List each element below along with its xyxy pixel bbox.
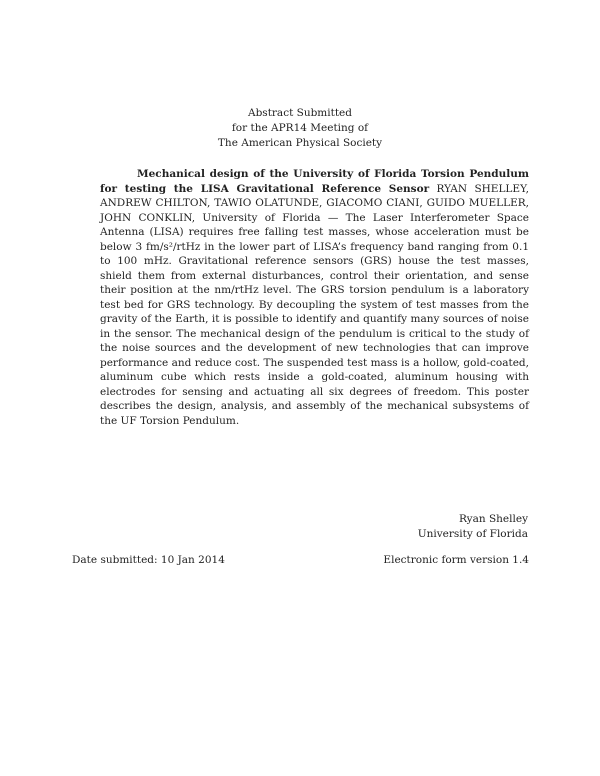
header-line-meeting: for the APR14 Meeting of (231, 122, 369, 134)
abstract-authors: RYAN SHELLEY, ANDREW CHILTON, TAWIO OLATUNDE, GIACOMO CIANI, GUIDO MUELLER, JOHN CONKLIN, University of Florida (100, 182, 529, 224)
signature-affiliation: University of Florida (417, 528, 528, 540)
signature-block (418, 512, 528, 542)
signature-name: Ryan Shelley (458, 513, 528, 525)
abstract-body: The Laser Interferometer Space Antenna (LISA) requires free falling test masses, whose acceleration must be below 3 fm/s²/rtHz in the lower part of LISA’s frequency band ranging from 0.1 to 100 mHz. Gravitational reference sensors (GRS) house the test masses, shield them from external disturbances, control their orientation, and sense their position at the nm/rtHz level. The GRS torsion pendulum is a laboratory test bed for GRS technology. By decoupling the system of test masses from the gravity of the Earth, it is possible to identify and quantify many sources of noise in the sensor. The mechanical design of the pendulum is critical to the study of the noise sources and the development of new technologies that can improve performance and reduce cost. The suspended test mass is a hollow, gold-coated, aluminum cube which rests inside a gold-coated, aluminum housing with electrodes for sensing and actuating all six degrees of freedom. This poster describes the design, analysis, and assembly of the mechanical subsystems of the UF Torsion Pendulum. (100, 211, 530, 427)
submission-header (0, 106, 600, 151)
header-line-society: The American Physical Society (217, 137, 383, 149)
date-submitted: Date submitted: 10 Jan 2014 (72, 554, 225, 566)
header-line-abstract-submitted: Abstract Submitted (248, 107, 352, 119)
form-version: Electronic form version 1.4 (383, 554, 529, 566)
abstract-paragraph (100, 167, 529, 428)
abstract-title: Mechanical design of the University of Florida Torsion Pendulum for testing the LISA Gravitational Reference Sensor (100, 168, 529, 195)
abstract-separator: — (327, 211, 339, 224)
